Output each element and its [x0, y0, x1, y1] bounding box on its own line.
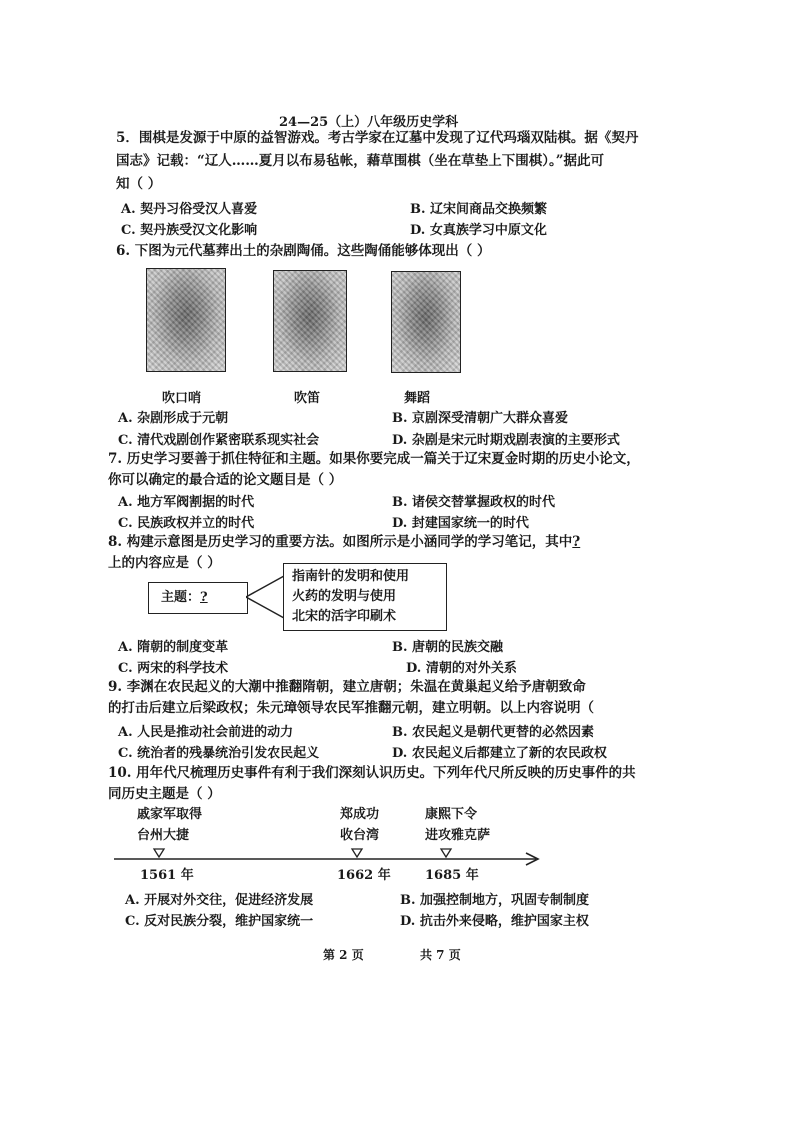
timeline-event-3-line-1: 康熙下令 — [425, 807, 478, 822]
timeline-axis — [112, 846, 544, 868]
question-7-option-d: D. 封建国家统一的时代 — [392, 516, 529, 531]
question-5-option-c: C. 契丹族受汉文化影响 — [121, 223, 258, 238]
question-9-stem-line-1: 9. 李渊在农民起义的大潮中推翻隋朝，建立唐朝；朱温在黄巢起义给予唐朝致命 — [108, 679, 586, 695]
question-9-stem-line-2: 的打击后建立后梁政权；朱元璋领导农民军推翻元朝，建立明朝。以上内容说明（ — [108, 700, 594, 716]
question-7-stem-line-1: 7. 历史学习要善于抓住特征和主题。如果你要完成一篇关于辽宋夏金时期的历史小论文， — [108, 451, 640, 467]
timeline-year-1685: 1685 年 — [425, 868, 479, 883]
timeline-marker-1662 — [352, 849, 362, 857]
timeline-event-1-line-1: 戚家军取得 — [137, 807, 203, 822]
diagram-item-printing: 北宋的活字印刷术 — [292, 609, 397, 624]
question-8-question-mark: ? — [572, 534, 581, 550]
question-7-stem-line-2: 你可以确定的最合适的论文题目是（ ） — [108, 472, 343, 488]
question-5-stem-line-2: 国志》记载：“辽人……夏月以布易毡帐，藉草围棋（坐在草垫上下围棋）。”据此可 — [116, 153, 605, 169]
question-6-option-a: A. 杂剧形成于元朝 — [118, 411, 229, 426]
question-5-option-d: D. 女真族学习中原文化 — [410, 223, 547, 238]
question-7-option-b: B. 诸侯交替掌握政权的时代 — [392, 495, 556, 510]
timeline-event-3-line-2: 进攻雅克萨 — [425, 828, 491, 843]
question-8-option-d: D. 清朝的对外关系 — [406, 661, 517, 676]
timeline-event-1-line-2: 台州大捷 — [137, 828, 190, 843]
question-6-option-d: D. 杂剧是宋元时期戏剧表演的主要形式 — [392, 433, 620, 448]
page-total: 共 7 页 — [420, 948, 461, 962]
diagram-item-compass: 指南针的发明和使用 — [292, 569, 410, 584]
diagram-topic-label — [161, 587, 208, 608]
question-8-stem-line-1 — [108, 532, 580, 553]
timeline-year-1561: 1561 年 — [140, 868, 194, 883]
timeline-marker-1685 — [441, 849, 451, 857]
timeline-marker-1561 — [154, 849, 164, 857]
timeline-event-2-line-2: 收台湾 — [340, 828, 380, 843]
question-8-option-c: C. 两宋的科学技术 — [118, 661, 229, 676]
diagram-topic-question-mark: ? — [200, 590, 208, 605]
diagram-topic-box — [148, 582, 248, 614]
question-7-option-c: C. 民族政权并立的时代 — [118, 516, 255, 531]
question-10-option-d: D. 抗击外来侵略，维护国家主权 — [400, 914, 589, 929]
timeline-event-2-line-1: 郑成功 — [340, 807, 380, 822]
question-9-option-b: B. 农民起义是朝代更替的必然因素 — [392, 725, 595, 740]
question-9-option-d: D. 农民起义后都建立了新的农民政权 — [392, 746, 607, 761]
diagram-connector-arrow — [246, 574, 286, 620]
question-8-stem-line-2: 上的内容应是（ ） — [108, 555, 221, 571]
question-10-option-a: A. 开展对外交往，促进经济发展 — [125, 893, 314, 908]
question-5-stem-line-1: 5．围棋是发源于中原的益智游戏。考古学家在辽墓中发现了辽代玛瑙双陆棋。据《契丹 — [116, 130, 639, 146]
question-8-stem-text: 8. 构建示意图是历史学习的重要方法。如图所示是小涵同学的学习笔记，其中 — [108, 534, 573, 550]
question-8-option-b: B. 唐朝的民族交融 — [392, 640, 504, 655]
question-6-stem: 6. 下图为元代墓葬出土的杂剧陶俑。这些陶俑能够体现出（ ） — [116, 243, 491, 259]
figurine-caption-whistling: 吹口哨 — [162, 391, 202, 406]
figurine-photo-dance — [391, 271, 461, 373]
question-10-stem-line-1: 10. 用年代尺梳理历史事件有利于我们深刻认识历史。下列年代尺所反映的历史事件的共 — [108, 765, 636, 781]
question-10-stem-line-2: 同历史主题是（ ） — [108, 786, 221, 802]
figurine-photo-flute — [273, 270, 347, 372]
figurine-photo-whistling — [146, 268, 226, 372]
diagram-item-gunpowder: 火药的发明与使用 — [292, 589, 397, 604]
question-5-stem-line-3: 知（ ） — [116, 176, 162, 192]
question-6-option-b: B. 京剧深受清朝广大群众喜爱 — [392, 411, 569, 426]
timeline-year-1662: 1662 年 — [337, 868, 391, 883]
question-10-option-b: B. 加强控制地方，巩固专制制度 — [400, 893, 590, 908]
question-9-option-a: A. 人民是推动社会前进的动力 — [118, 725, 294, 740]
question-8-option-a: A. 隋朝的制度变革 — [118, 640, 229, 655]
exam-header-title: 24—25（上）八年级历史学科 — [279, 115, 459, 130]
diagram-topic-text: 主题： — [161, 590, 201, 605]
diagram-content-box — [283, 563, 447, 631]
question-9-option-c: C. 统治者的残暴统治引发农民起义 — [118, 746, 320, 761]
question-5-option-a: A. 契丹习俗受汉人喜爱 — [121, 202, 258, 217]
figurine-caption-flute: 吹笛 — [294, 391, 321, 406]
figurine-caption-dance: 舞蹈 — [404, 391, 431, 406]
question-10-option-c: C. 反对民族分裂，维护国家统一 — [125, 914, 314, 929]
question-5-option-b: B. 辽宋间商品交换频繁 — [410, 202, 548, 217]
question-7-option-a: A. 地方军阀割据的时代 — [118, 495, 255, 510]
page-number: 第 2 页 — [323, 948, 364, 962]
question-6-option-c: C. 清代戏剧创作紧密联系现实社会 — [118, 433, 320, 448]
